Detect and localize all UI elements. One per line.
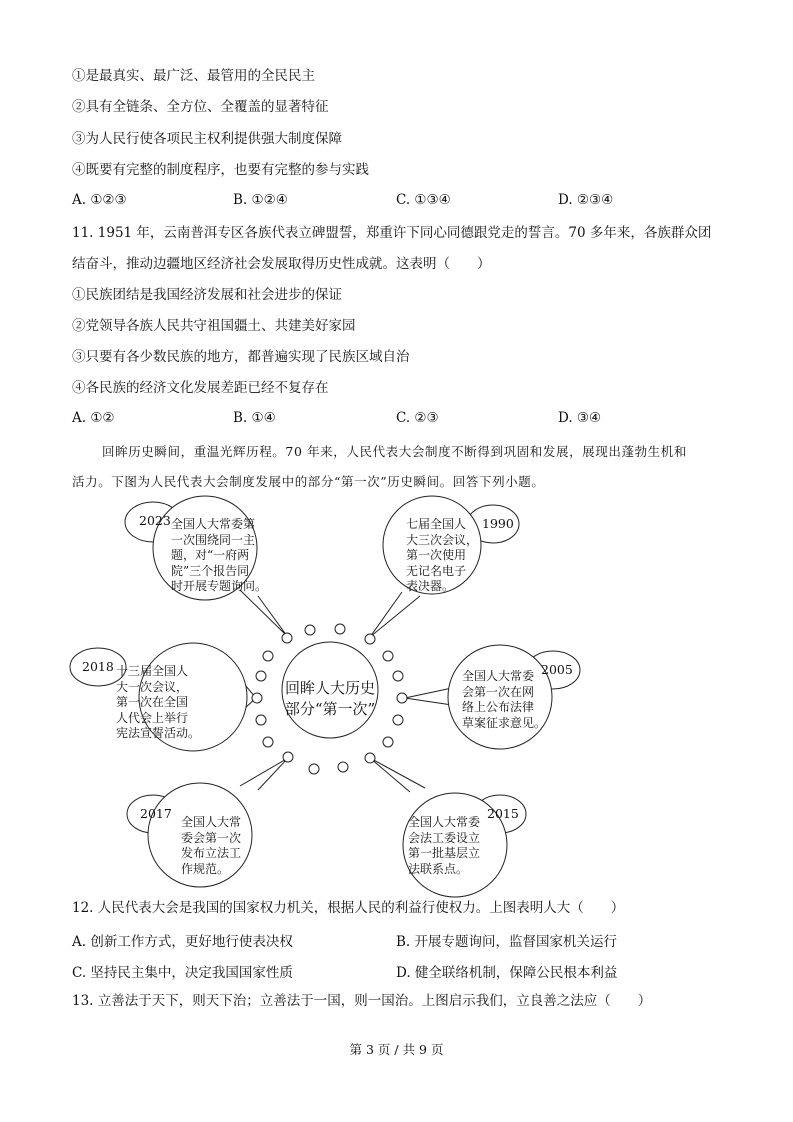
- q10-statement-4: ④既要有完整的制度程序，也要有完整的参与实践: [72, 162, 369, 178]
- year-2018: 2018: [82, 659, 114, 674]
- page-footer: 第 3 页 / 共 9 页: [349, 1042, 444, 1057]
- center-line-1: 回眸人大历史: [284, 679, 375, 697]
- tail-2005: [405, 688, 452, 705]
- q11-statement-3: ③只要有各少数民族的地方，都普遍实现了民族区域自治: [72, 349, 410, 365]
- q11-option-b: B. ①④: [233, 410, 276, 426]
- year-2017: 2017: [140, 806, 172, 821]
- q11-statement-1: ①民族团结是我国经济发展和社会进步的保证: [72, 287, 342, 303]
- q10-option-c: C. ①③④: [396, 192, 451, 208]
- year-2005: 2005: [541, 662, 573, 677]
- q10-option-b: B. ①②④: [233, 192, 288, 208]
- intro-line-1: 回眸历史瞬间，重温光辉历程。70 年来，人民代表大会制度不断得到巩固和发展，展现出蓬勃生机和: [102, 444, 687, 459]
- bubble-text-2005: 全国人大常委 会第一次在网 络上公布法律 草案征求意见。: [462, 669, 547, 730]
- bubble-text-1990: 七届全国人 大三次会议， 第一次使用 无记名电子 表决器。: [406, 517, 479, 593]
- year-2015: 2015: [487, 806, 519, 821]
- tail-1990: [370, 592, 420, 637]
- q11-stem-line-2: 结奋斗，推动边疆地区经济社会发展取得历史性成就。这表明（ ）: [72, 256, 491, 272]
- year-2023: 2023: [139, 513, 171, 528]
- q11-option-d: D. ③④: [558, 410, 602, 426]
- q11-option-a: A. ①②: [72, 410, 115, 426]
- q11-statement-2: ②党领导各族人民共守祖国疆土、共建美好家园: [72, 318, 356, 334]
- year-1990: 1990: [482, 516, 514, 531]
- q11-option-c: C. ②③: [396, 410, 439, 426]
- bubble-text-2017: 全国人大常 委会第一次 发布立法工 作规范。: [181, 815, 242, 876]
- tail-2015: [370, 758, 425, 792]
- q10-statement-2: ②具有全链条、全方位、全覆盖的显著特征: [72, 99, 329, 115]
- q12-option-b: B. 开展专题询问，监督国家机关运行: [396, 934, 618, 950]
- q10-option-d: D. ②③④: [558, 192, 614, 208]
- center-title: [275, 678, 385, 720]
- q10-statement-3: ③为人民行使各项民主权利提供强大制度保障: [72, 131, 342, 147]
- bubble-text-2023: 全国人大常委第 一次围绕同一主 题，对“一府两 院”三个报告同 时开展专题询问。: [171, 517, 268, 593]
- q12-option-d: D. 健全联络机制，保障公民根本利益: [396, 965, 618, 981]
- q11-statement-4: ④各民族的经济文化发展差距已经不复存在: [72, 380, 329, 396]
- q10-option-a: A. ①②③: [72, 192, 127, 208]
- tail-2023: [240, 590, 287, 636]
- bubble-text-2018: 十三届全国人 大一次会议， 第一次在全国 人代会上举行 宪法宣誓活动。: [116, 664, 201, 740]
- q12-option-a: A. 创新工作方式，更好地行使表决权: [72, 934, 293, 950]
- q13-stem: 13. 立善法于天下，则天下治；立善法于一国，则一国治。上图启示我们，立良善之法应（ ）: [72, 993, 652, 1009]
- q10-statement-1: ①是最真实、最广泛、最管用的全民民主: [72, 68, 315, 84]
- center-line-2: 部分“第一次”: [284, 700, 376, 718]
- q12-option-c: C. 坚持民主集中，决定我国国家性质: [72, 965, 293, 981]
- intro-line-2: 活力。下图为人民代表大会制度发展中的部分“第一次”历史瞬间。回答下列小题。: [72, 474, 545, 489]
- q11-stem-line-1: 11. 1951 年，云南普洱专区各族代表立碑盟誓，郑重许下同心同德跟党走的誓言。70 多年来，各族群众团: [72, 225, 712, 241]
- tail-2017: [240, 758, 288, 790]
- q12-stem: 12. 人民代表大会是我国的国家权力机关，根据人民的利益行使权力。上图表明人大（ ）: [72, 900, 625, 916]
- bubble-text-2015: 全国人大常委 会法工委设立 第一批基层立 法联系点。: [408, 815, 481, 876]
